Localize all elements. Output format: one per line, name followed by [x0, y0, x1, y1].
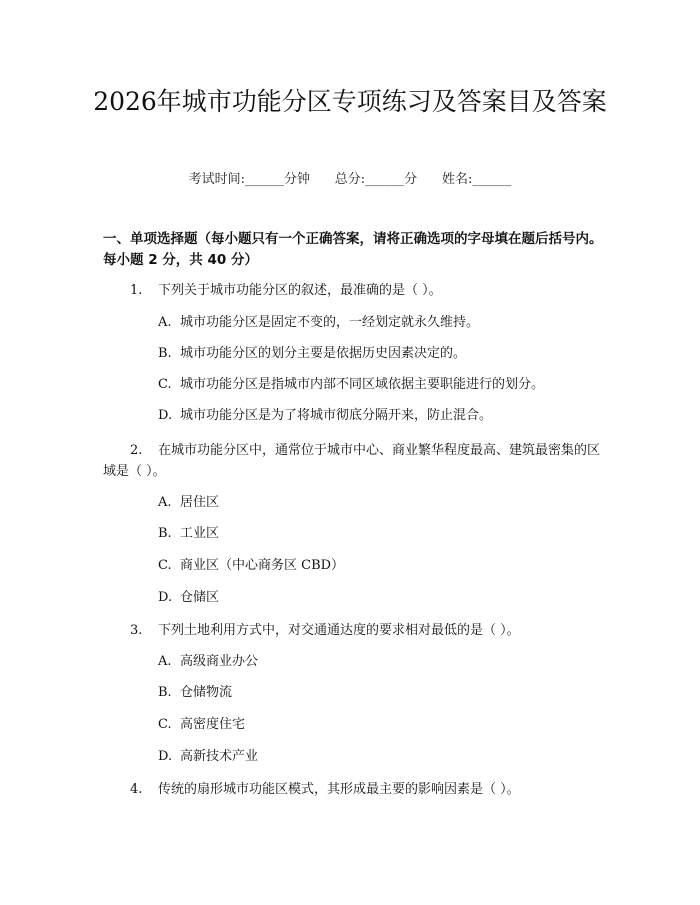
option-text: 城市功能分区的划分主要是依据历史因素决定的。: [180, 346, 467, 361]
question-2-option-b: [158, 525, 598, 543]
question-number: 2.: [130, 443, 143, 458]
question-1: [103, 280, 603, 301]
option-letter: D.: [158, 749, 173, 764]
option-text: 高级商业办公: [180, 654, 259, 669]
option-letter: A.: [158, 315, 172, 330]
option-text: 商业区（中心商务区 CBD）: [180, 558, 345, 573]
option-text: 城市功能分区是为了将城市彻底分隔开来，防止混合。: [180, 408, 493, 423]
question-text: 在城市功能分区中，通常位于城市中心、商业繁华程度最高、建筑最密集的区域是（ ）。: [103, 443, 601, 479]
option-letter: D.: [158, 590, 173, 605]
question-text: 下列土地利用方式中，对交通通达度的要求相对最低的是（ ）。: [158, 623, 520, 638]
option-text: 高密度住宅: [180, 717, 246, 732]
question-1-option-a: [158, 314, 598, 332]
option-letter: D.: [158, 408, 173, 423]
option-letter: C.: [158, 377, 172, 392]
option-text: 城市功能分区是固定不变的，一经划定就永久维持。: [180, 315, 480, 330]
question-text: 下列关于城市功能分区的叙述，最准确的是（ ）。: [158, 283, 442, 298]
exam-meta-line: 考试时间:______分钟 总分:______分 姓名:______: [188, 172, 512, 187]
question-2: [103, 440, 603, 482]
option-letter: B.: [158, 346, 172, 361]
option-letter: B.: [158, 526, 172, 541]
question-3-option-a: [158, 653, 598, 671]
question-4: [103, 779, 603, 800]
option-text: 仓储区: [180, 590, 220, 605]
option-text: 工业区: [180, 526, 220, 541]
question-number: 4.: [130, 782, 143, 797]
question-1-option-d: [158, 407, 598, 425]
document-title: 2026年城市功能分区专项练习及答案目及答案: [93, 87, 607, 116]
question-3: [103, 620, 603, 641]
option-letter: C.: [158, 717, 172, 732]
option-letter: C.: [158, 558, 172, 573]
question-1-option-c: [158, 376, 598, 394]
option-text: 仓储物流: [180, 685, 233, 700]
question-2-option-a: [158, 494, 598, 512]
option-text: 高新技术产业: [180, 749, 259, 764]
question-2-option-d: [158, 589, 598, 607]
option-letter: A.: [158, 654, 172, 669]
option-letter: B.: [158, 685, 172, 700]
option-letter: A.: [158, 495, 172, 510]
question-3-option-d: [158, 748, 598, 766]
question-2-option-c: [158, 557, 598, 575]
question-1-option-b: [158, 345, 598, 363]
option-text: 居住区: [180, 495, 220, 510]
question-number: 3.: [130, 623, 143, 638]
option-text: 城市功能分区是指城市内部不同区域依据主要职能进行的划分。: [180, 377, 545, 392]
question-3-option-b: [158, 684, 598, 702]
section-heading: 一、单项选择题（每小题只有一个正确答案，请将正确选项的字母填在题后括号内。每小题 2 分，共 40 分）: [103, 231, 603, 268]
question-text: 传统的扇形城市功能区模式，其形成最主要的影响因素是（ ）。: [158, 782, 520, 797]
question-number: 1.: [130, 283, 143, 298]
question-3-option-c: [158, 716, 598, 734]
